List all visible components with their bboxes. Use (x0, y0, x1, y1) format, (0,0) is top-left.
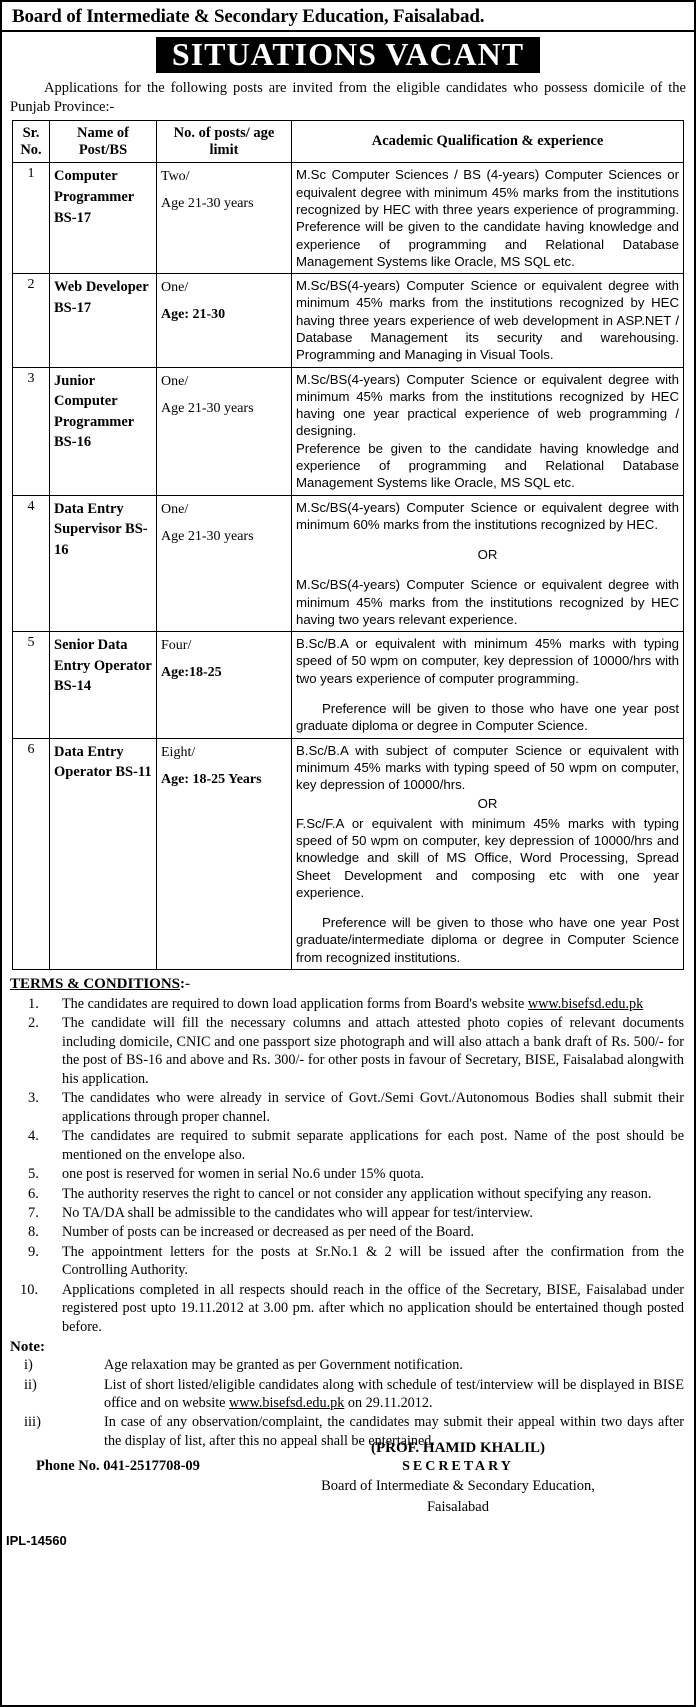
signature-block (248, 1440, 668, 1515)
terms-item (2, 1281, 684, 1336)
age-limit: Age 21-30 years (161, 528, 254, 544)
cell-sr-no: 1 (13, 163, 50, 274)
terms-item-text: Applications completed in all respects should reach in the office of the Secretary, BISE, Faisalabad under registered post upto 19.11.2012 at 3.00 pm. after which no application should be entertained though posted before. (62, 1281, 684, 1335)
col-header-post-name: Name of Post/BS (50, 121, 157, 163)
website-link[interactable]: www.bisefsd.edu.pk (229, 1395, 345, 1412)
table-row (13, 632, 684, 738)
cell-sr-no: 6 (13, 738, 50, 969)
cell-posts-age (157, 738, 292, 969)
cell-qualification (292, 495, 684, 632)
note-marker: i) (24, 1357, 33, 1374)
cell-sr-no: 3 (13, 367, 50, 495)
cell-posts-age (157, 632, 292, 738)
cell-sr-no: 4 (13, 495, 50, 632)
posts-count: One/ (161, 501, 189, 517)
age-limit: Age: 21-30 (161, 307, 226, 323)
jobs-table (12, 120, 684, 970)
signatory-title: SECRETARY (402, 1459, 514, 1475)
note-list (2, 1356, 694, 1450)
cell-post-name: Web Developer BS-17 (50, 274, 157, 367)
footer (2, 1440, 694, 1550)
table-row (13, 738, 684, 969)
qualification-paragraph: Preference will be given to those who have one year Post graduate/intermediate diploma or degree in Computer Science from recognized institutions. (296, 915, 679, 965)
cell-qualification (292, 163, 684, 274)
qualification-paragraph: M.Sc/BS(4-years) Computer Science or equivalent degree with minimum 45% marks from the institutions recognized by HEC having three years experience of web development in ASP.NET / Database Management its security and warehousing. Programming and Managing in Visual Tools. (296, 278, 679, 363)
col-header-sr-no: Sr. No. (13, 121, 50, 163)
note-item-text: In case of any observation/complaint, the candidates may submit their appeal within two days after the display of list, after this no appeal shall be entertained. (104, 1414, 684, 1449)
table-header-row (13, 121, 684, 163)
terms-item (2, 1185, 684, 1203)
qualification-paragraph: M.Sc/BS(4-years) Computer Science or equivalent degree with minimum 60% marks from the institutions recognized by HEC. (296, 499, 679, 532)
qualification-paragraph: OR (477, 796, 498, 812)
terms-item-text: Number of posts can be increased or decreased as per need of the Board. (62, 1224, 475, 1241)
col-header-qualification: Academic Qualification & experience (292, 121, 684, 163)
terms-item (2, 1165, 684, 1183)
note-item-text: Age relaxation may be granted as per Government notification. (104, 1357, 463, 1374)
cell-sr-no: 5 (13, 632, 50, 738)
qualification-paragraph: M.Sc/BS(4-years) Computer Science or equivalent degree with minimum 45% marks from the institutions recognized by HEC having one year practical experience of web programming / designing. (296, 371, 679, 439)
posts-count: Four/ (161, 638, 192, 654)
terms-heading (2, 970, 694, 995)
terms-item-text: one post is reserved for women in serial No.6 under 15% quota. (62, 1166, 425, 1183)
table-row (13, 274, 684, 367)
cell-post-name: Data Entry Supervisor BS-16 (50, 495, 157, 632)
age-limit: Age: 18-25 Years (161, 771, 262, 787)
table-row (13, 495, 684, 632)
website-link[interactable]: www.bisefsd.edu.pk (527, 995, 644, 1012)
cell-post-name: Computer Programmer BS-17 (50, 163, 157, 274)
qualification-paragraph: OR (477, 547, 498, 563)
qualification-paragraph: B.Sc/B.A or equivalent with minimum 45% marks with typing speed of 50 wpm on computer, key depression of 10000/hrs with two years experience of computer programming. (296, 636, 679, 686)
ipl-code: IPL-14560 (6, 1533, 67, 1549)
terms-item (2, 1014, 684, 1088)
cell-qualification (292, 367, 684, 495)
intro-paragraph: Applications for the following posts are invited from the eligible candidates who possess domicile of the Punjab Province:- (10, 80, 686, 115)
posts-count: Eight/ (161, 744, 196, 760)
terms-item-text: No TA/DA shall be admissible to the candidates who will appear for test/interview. (62, 1204, 533, 1221)
note-item (2, 1376, 684, 1413)
note-heading: Note: (10, 1339, 45, 1356)
qualification-paragraph: M.Sc/BS(4-years) Computer Science or equivalent degree with minimum 45% marks from the institutions recognized by HEC having two years relevant experience. (296, 577, 679, 627)
qualification-paragraph: Preference will be given to those who have one year post graduate diploma or degree in Computer Science. (296, 701, 679, 734)
posts-count: One/ (161, 373, 189, 389)
terms-heading-suffix: :- (180, 975, 191, 992)
cell-posts-age (157, 274, 292, 367)
posts-count: Two/ (161, 169, 190, 185)
organization-title: Board of Intermediate & Secondary Education, Faisalabad. (2, 2, 694, 32)
terms-heading-text: TERMS & CONDITIONS (10, 975, 181, 992)
cell-posts-age (157, 367, 292, 495)
note-item (2, 1356, 684, 1374)
qualification-paragraph: M.Sc Computer Sciences / BS (4-years) Computer Sciences or equivalent degree with minimum 45% marks from the institutions recognized by HEC with three years experience of programming. Preference will be given to the candidate having knowledge and experience of programming and Relational Database Management Systems like Oracle, MS SQL etc. (296, 167, 679, 269)
jobs-table-body (13, 163, 684, 970)
cell-qualification (292, 632, 684, 738)
terms-item-text: The candidate will fill the necessary columns and attach attested photo copies of relevant documents including domicile, CNIC and one passport size photograph and will also attach a bank draft of Rs. 500/- for the post of BS-16 and above and Rs. 300/- for other posts in favour of Secretary, BISE, Faisalabad alongwith his application. (62, 1015, 684, 1087)
terms-item (2, 1243, 684, 1280)
qualification-paragraph: B.Sc/B.A with subject of computer Science or equivalent with minimum 45% marks with typing speed of 50 wpm on computer, key depression of 10000/hrs. (296, 742, 679, 793)
qualification-paragraph: F.Sc/F.A or equivalent with minimum 45% marks with typing speed of 50 wpm on computer, key depression of 10000/hrs and knowledge and skill of MS Office, Word Processing, Spread Sheet Development and composing etc with one year experience. (296, 815, 679, 900)
situations-vacant-banner: SITUATIONS VACANT (156, 37, 540, 73)
phone-number: Phone No. 041-2517708-09 (36, 1458, 200, 1475)
banner-container (2, 32, 694, 76)
signatory-name: (PROF. HAMID KHALIL) (370, 1440, 546, 1457)
terms-item (2, 1127, 684, 1164)
age-limit: Age 21-30 years (161, 400, 254, 416)
terms-item (2, 1204, 684, 1222)
signatory-org-line2: Faisalabad (426, 1498, 489, 1515)
note-marker: iii) (24, 1414, 41, 1431)
note-item-text: List of short listed/eligible candidates along with schedule of test/interview will be displayed in BISE office and on website (104, 1376, 684, 1412)
note-marker: ii) (24, 1376, 37, 1393)
terms-item-text: The candidates who were already in service of Govt./Semi Govt./Autonomous Bodies shall submit their applications through proper channel. (62, 1090, 684, 1125)
cell-qualification (292, 738, 684, 969)
col-header-posts-age: No. of posts/ age limit (157, 121, 292, 163)
cell-post-name: Data Entry Operator BS-11 (50, 738, 157, 969)
cell-posts-age (157, 495, 292, 632)
table-row (13, 367, 684, 495)
age-limit: Age:18-25 (161, 665, 222, 681)
terms-item (2, 995, 684, 1013)
posts-count: One/ (161, 280, 189, 296)
cell-qualification (292, 274, 684, 367)
terms-item (2, 1223, 684, 1241)
terms-item-text: The appointment letters for the posts at Sr.No.1 & 2 will be issued after the confirmation from the Controlling Authority. (62, 1243, 684, 1279)
age-limit: Age 21-30 years (161, 196, 254, 212)
table-row (13, 163, 684, 274)
cell-post-name: Senior Data Entry Operator BS-14 (50, 632, 157, 738)
terms-item-text: The candidates are required to down load application forms from Board's website (62, 995, 528, 1012)
terms-item (2, 1089, 684, 1126)
cell-posts-age (157, 163, 292, 274)
terms-item-text: The authority reserves the right to cancel or not consider any application without specifying any reason. (62, 1185, 652, 1202)
note-item-text-post: on 29.11.2012. (344, 1395, 433, 1412)
cell-post-name: Junior Computer Programmer BS-16 (50, 367, 157, 495)
cell-sr-no: 2 (13, 274, 50, 367)
signatory-org-line1: Board of Intermediate & Secondary Education, (321, 1478, 595, 1495)
qualification-paragraph: Preference be given to the candidate having knowledge and experience of programming and Relational Database Management Systems like Oracle, MS SQL etc. (296, 440, 679, 491)
terms-item-text: The candidates are required to submit separate applications for each post. Name of the post should be mentioned on the envelope also. (62, 1128, 684, 1163)
terms-list (2, 995, 694, 1336)
